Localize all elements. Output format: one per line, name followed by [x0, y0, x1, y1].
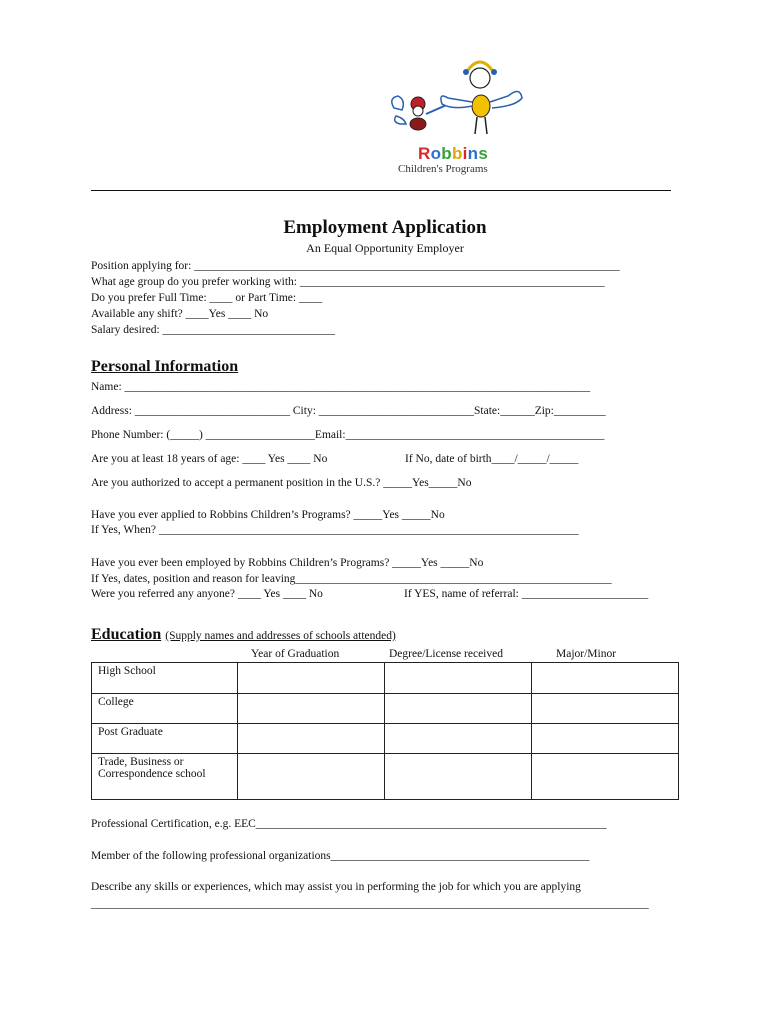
major-cell[interactable]: [532, 694, 679, 724]
logo-letter: n: [467, 144, 479, 163]
page-subtitle: An Equal Opportunity Employer: [306, 241, 464, 255]
applied-when-field[interactable]: If Yes, When? _________________________________________________________________________: [91, 524, 579, 536]
referred-field[interactable]: Were you referred any anyone? ____ Yes ____ No: [91, 588, 323, 600]
degree-cell[interactable]: [385, 694, 532, 724]
phone-email-field[interactable]: Phone Number: (_____) ___________________Email:_____________________________________________: [91, 429, 605, 441]
major-cell[interactable]: [532, 724, 679, 754]
table-row: [92, 754, 679, 800]
table-row: [92, 663, 679, 694]
page-title: Employment Application: [283, 217, 487, 238]
employment-details-field[interactable]: If Yes, dates, position and reason for leaving_______________________________________________________: [91, 573, 612, 585]
column-year-of-graduation: Year of Graduation: [251, 648, 340, 660]
education-heading-text: Education: [91, 626, 162, 643]
age-group-field[interactable]: What age group do you prefer working with: _____________________________________________________: [91, 276, 605, 288]
logo-wordmark: [418, 144, 488, 164]
logo-letter: R: [418, 144, 431, 163]
row-label: High School: [92, 663, 238, 694]
logo-letter: o: [430, 144, 442, 163]
address-field[interactable]: Address: ___________________________ City: ___________________________State:______Zip:_________: [91, 405, 606, 417]
year-cell[interactable]: [238, 754, 385, 800]
skills-field[interactable]: _________________________________________________________________________________________________: [91, 898, 649, 910]
name-field[interactable]: Name: _________________________________________________________________________________: [91, 381, 591, 393]
referral-name-field[interactable]: If YES, name of referral: ______________________: [404, 588, 649, 600]
row-label: Trade, Business or Correspondence school: [92, 754, 238, 800]
row-label: College: [92, 694, 238, 724]
employed-before-field[interactable]: Have you ever been employed by Robbins Children’s Programs? _____Yes _____No: [91, 557, 484, 569]
year-cell[interactable]: [238, 724, 385, 754]
available-shift-field[interactable]: Available any shift? ____Yes ____ No: [91, 308, 269, 320]
table-row: [92, 694, 679, 724]
work-authorization-field[interactable]: Are you authorized to accept a permanent position in the U.S.? _____Yes_____No: [91, 477, 472, 489]
logo-letter: s: [478, 144, 489, 163]
header-divider: [91, 190, 671, 191]
row-label: Post Graduate: [92, 724, 238, 754]
table-row: [92, 724, 679, 754]
full-part-time-field[interactable]: Do you prefer Full Time: ____ or Part Time: ____: [91, 292, 322, 304]
logo-letter: b: [451, 144, 463, 163]
education-table: [91, 662, 679, 800]
personal-information-heading: Personal Information: [91, 358, 239, 375]
professional-certification-field[interactable]: Professional Certification, e.g. EEC_____________________________________________________________: [91, 818, 607, 830]
degree-cell[interactable]: [385, 724, 532, 754]
year-cell[interactable]: [238, 663, 385, 694]
logo-letter: i: [462, 144, 468, 163]
position-applying-field[interactable]: Position applying for: __________________________________________________________________________: [91, 260, 620, 272]
degree-cell[interactable]: [385, 663, 532, 694]
column-degree-license: Degree/License received: [389, 648, 503, 660]
date-of-birth-field[interactable]: If No, date of birth____/_____/_____: [405, 453, 579, 465]
logo-subtitle: Children's Programs: [398, 163, 488, 175]
column-major-minor: Major/Minor: [556, 648, 617, 660]
professional-organizations-field[interactable]: Member of the following professional organizations_____________________________________________: [91, 850, 590, 862]
degree-cell[interactable]: [385, 754, 532, 800]
major-cell[interactable]: [532, 663, 679, 694]
education-heading: [91, 626, 396, 644]
education-note: (Supply names and addresses of schools attended): [165, 630, 396, 642]
major-cell[interactable]: [532, 754, 679, 800]
skills-prompt: Describe any skills or experiences, which may assist you in performing the job for which you are applying: [91, 881, 581, 893]
age-question-field[interactable]: Are you at least 18 years of age: ____ Yes ____ No: [91, 453, 328, 465]
logo-letter: b: [441, 144, 452, 163]
applied-before-field[interactable]: Have you ever applied to Robbins Children’s Programs? _____Yes _____No: [91, 509, 445, 521]
salary-desired-field[interactable]: Salary desired: ______________________________: [91, 324, 336, 336]
year-cell[interactable]: [238, 694, 385, 724]
